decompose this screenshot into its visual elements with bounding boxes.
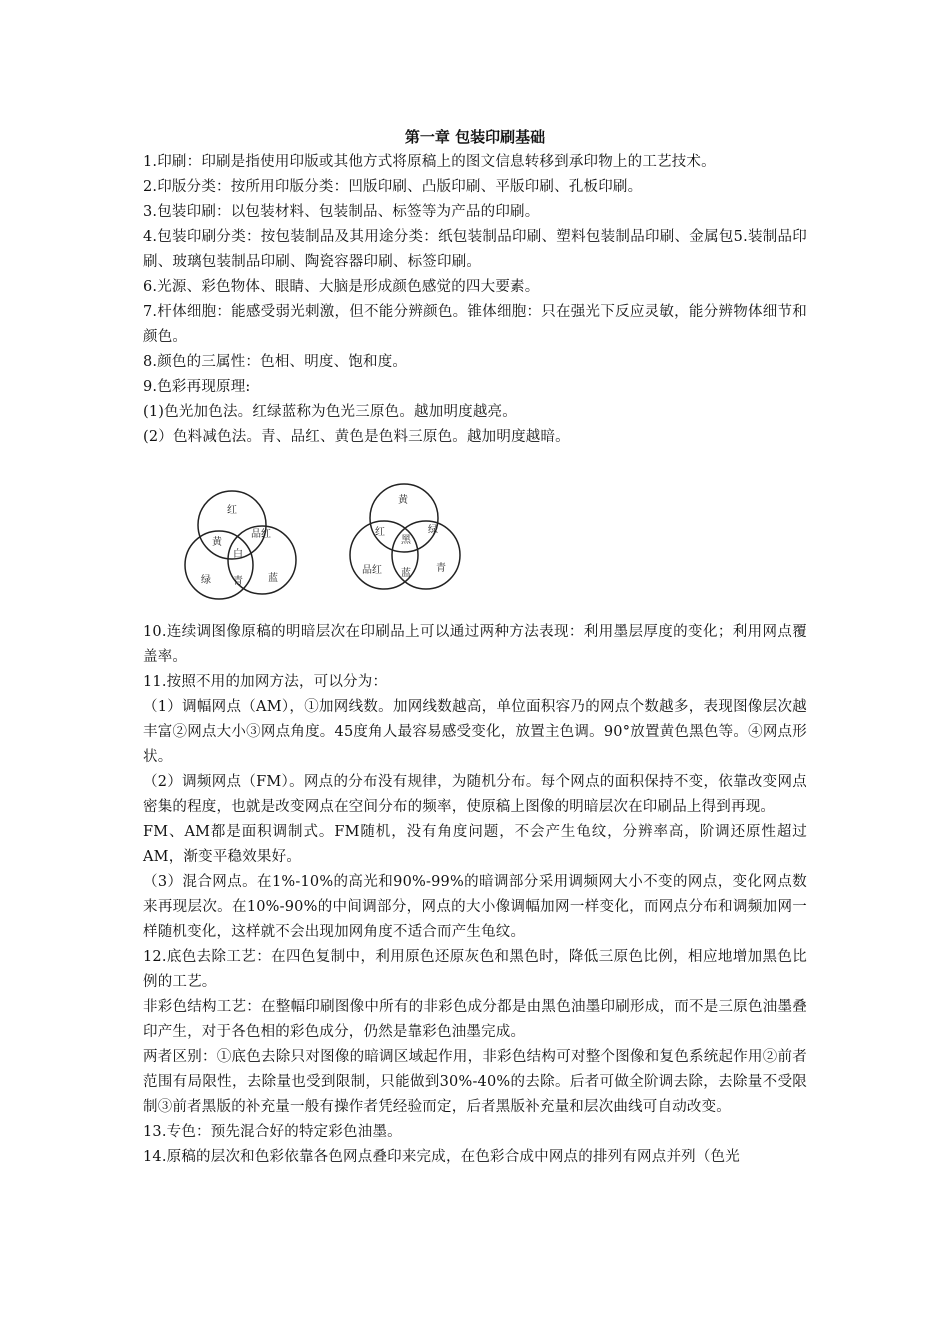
paragraph: 13.专色：预先混合好的特定彩色油墨。	[143, 1124, 402, 1140]
paragraph: 12.底色去除工艺：在四色复制中，利用原色还原灰色和黑色时，降低三原色比例，相应地增加黑色比例的工艺。	[143, 949, 807, 990]
paragraph: (1)色光加色法。红绿蓝称为色光三原色。越加明度越亮。	[143, 404, 517, 420]
paragraph: 14.原稿的层次和色彩依靠各色网点叠印来完成，在色彩合成中网点的排列有网点并列（色光	[143, 1149, 740, 1165]
paragraph: 两者区别：①底色去除只对图像的暗调区域起作用，非彩色结构可对整个图像和复色系统起作用②前者范围有局限性，去除量也受到限制，只能做到30%-40%的去除。后者可做全阶调去除，去除量不受限制③前者黑版的补充量一般有操作者凭经验而定，后者黑版补充量和层次曲线可自动改变。	[143, 1049, 807, 1115]
paragraph: 11.按照不用的加网方法，可以分为：	[143, 674, 388, 690]
subtractive-venn-diagram	[348, 478, 478, 607]
venn-label: 红	[375, 527, 385, 538]
paragraph: FM、AM都是面积调制式。FM随机，没有角度问题，不会产生龟纹，分辨率高，阶调还原性超过AM，渐变平稳效果好。	[143, 824, 807, 865]
paragraph: （1）调幅网点（AM），①加网线数。加网线数越高，单位面积容乃的网点个数越多，表现图像层次越丰富②网点大小③网点角度。45度角人最容易感受变化，放置主色调。90°放置黄色黑色等。④网点形状。	[143, 699, 807, 765]
paragraph: (2）色料减色法。青、品红、黄色是色料三原色。越加明度越暗。	[143, 429, 570, 445]
venn-label: 蓝	[401, 568, 411, 579]
venn-label: 黄	[212, 537, 222, 548]
paragraph: 6.光源、彩色物体、眼睛、大脑是形成颜色感觉的四大要素。	[143, 279, 540, 295]
document-body	[143, 124, 807, 1170]
venn-label: 红	[227, 505, 237, 516]
paragraph: 7.杆体细胞：能感受弱光刺激，但不能分辨颜色。锥体细胞：只在强光下反应灵敏，能分辨物体细节和颜色。	[143, 304, 807, 345]
venn-label: 白	[233, 549, 243, 560]
venn-label: 品红	[362, 565, 382, 576]
venn-label: 黑	[401, 535, 411, 546]
paragraph: 3.包装印刷：以包装材料、包装制品、标签等为产品的印刷。	[143, 204, 540, 220]
paragraph: 1.印刷：印刷是指使用印版或其他方式将原稿上的图文信息转移到承印物上的工艺技术。	[143, 154, 716, 170]
chapter-title: 第一章 包装印刷基础	[404, 128, 546, 146]
paragraph: 10.连续调图像原稿的明暗层次在印刷品上可以通过两种方法表现：利用墨层厚度的变化；利用网点覆盖率。	[143, 624, 807, 665]
venn-label: 品红	[251, 529, 271, 540]
venn-label: 青	[233, 576, 243, 587]
venn-label: 蓝	[268, 573, 278, 584]
paragraph: 非彩色结构工艺：在整幅印刷图像中所有的非彩色成分都是由黑色油墨印刷形成，而不是三原色油墨叠印产生，对于各色相的彩色成分，仍然是靠彩色油墨完成。	[143, 999, 807, 1040]
venn-label: 青	[436, 563, 446, 574]
venn-label: 黄	[398, 495, 408, 506]
red-circle	[198, 491, 266, 559]
paragraph: 9.色彩再现原理:	[143, 379, 251, 395]
venn-label: 绿	[428, 525, 438, 536]
paragraph: 2.印版分类：按所用印版分类：凹版印刷、凸版印刷、平版印刷、孔板印刷。	[143, 179, 643, 195]
venn-label: 绿	[201, 575, 211, 586]
paragraph: 4.包装印刷分类：按包装制品及其用途分类：纸包装制品印刷、塑料包装制品印刷、金属包5.装制品印刷、玻璃包装制品印刷、陶瓷容器印刷、标签印刷。	[143, 229, 807, 270]
paragraph: （2）调频网点（FM）。网点的分布没有规律，为随机分布。每个网点的面积保持不变，依靠改变网点密集的程度，也就是改变网点在空间分布的频率，使原稿上图像的明暗层次在印刷品上得到再现。	[143, 774, 807, 815]
additive-venn-diagram	[179, 478, 309, 607]
paragraph: 8.颜色的三属性：色相、明度、饱和度。	[143, 354, 408, 370]
paragraph: （3）混合网点。在1%-10%的高光和90%-99%的暗调部分采用调频网大小不变的网点，变化网点数来再现层次。在10%-90%的中间调部分，网点的大小像调幅加网一样变化，而网点分布和调频加网一样随机变化，这样就不会出现加网角度不适合而产生龟纹。	[143, 874, 807, 940]
color-mixing-figures	[143, 450, 807, 620]
